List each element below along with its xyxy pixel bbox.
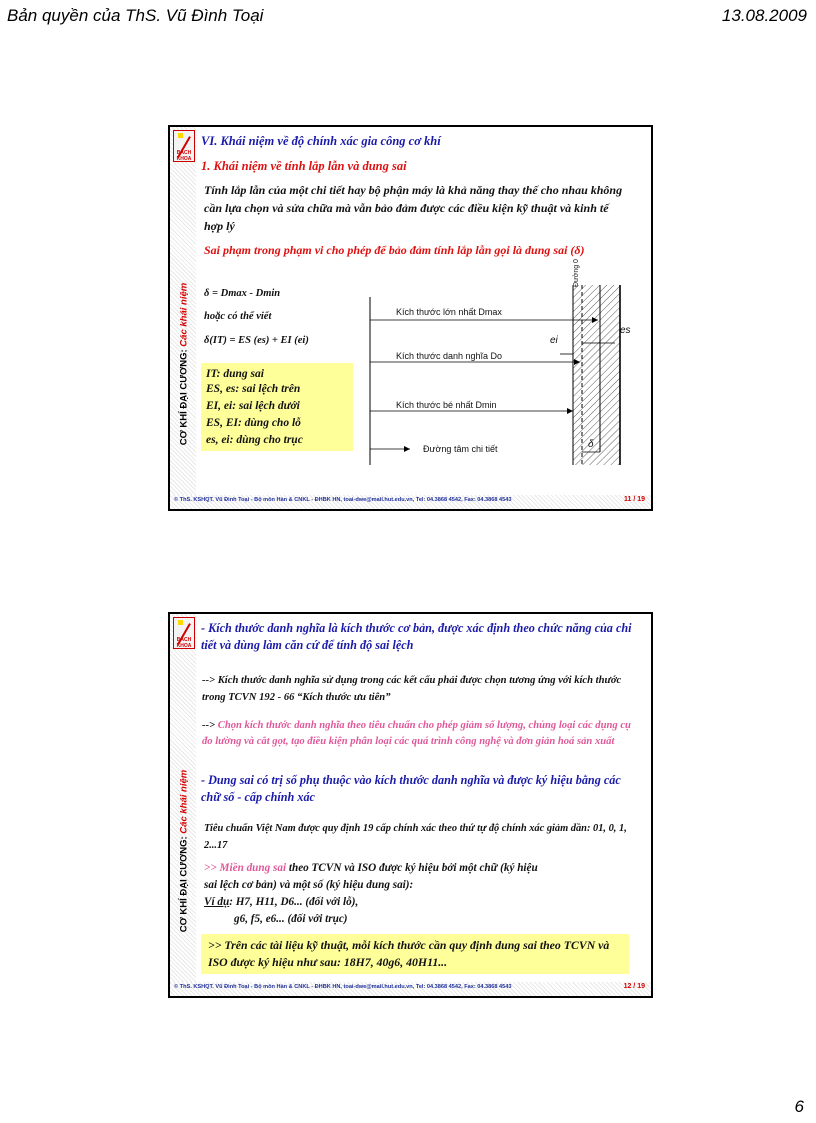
slide-footer [170, 982, 651, 996]
centerline-label: Đường tâm chi tiết [423, 444, 498, 454]
preferred-size-paragraph: --> Kích thước danh nghĩa sử dụng trong các kết cấu phải được chọn tương ứng với kích thước trong TCVN 192 - 66 “Kích thước ưu tiên” [202, 675, 622, 703]
footer-text: © ThS. KSHQT. Vũ Đình Toại - Bộ môn Hàn & CNKL - ĐHBK HN, toai-dwe@mail.hut.edu.vn, Tel: 04.3868 4542, Fax: 04.3868 4543 [174, 497, 512, 503]
slide-page-number: 11 / 19 [623, 496, 645, 503]
formula-or: hoặc có thể viết [204, 311, 272, 322]
tolerance-zone-paragraph: >> Miền dung sai theo TCVN và ISO được ký hiệu bởi một chữ (ký hiệu sai lệch cơ bản) và một số (ký hiệu dung sai): Ví dụ: H7, H11, D6... (đối với lỗ), g6, f5, e6... (đối với trục) [204, 862, 538, 925]
header-date: 13.08.2009 [721, 6, 807, 25]
legend-item: ES, EI: dùng cho lỗ [206, 417, 301, 429]
logo-text: BÁCH KHOA [176, 150, 192, 162]
standard-selection-paragraph: --> Chọn kích thước danh nghĩa theo tiêu chuẩn cho phép giảm số lượng, chủng loại các dụng cụ đo lường và cắt gọt, tạo điều kiện phân loại các quá trình công nghệ và đơn giản hoá sản xuất [202, 720, 631, 747]
sidebar-vertical-title: CƠ KHÍ ĐẠI CƯƠNG: Các khái niệm [178, 769, 190, 933]
interchangeability-paragraph: Tính lắp lẫn của một chi tiết hay bộ phận máy là khả năng thay thế cho nhau không cần lựa chọn và sửa chữa mà vẫn bảo đảm được các điều kiện kỹ thuật và kinh tế hợp lý [204, 183, 623, 233]
technical-docs-box [201, 934, 629, 974]
slide-footer [170, 495, 651, 509]
nominal-size-paragraph: - Kích thước danh nghĩa là kích thước cơ bản, được xác định theo chức năng của chi tiết và dùng làm căn cứ để tính độ sai lệch [201, 621, 632, 652]
logo-text: BÁCH KHOA [176, 637, 192, 649]
slide-sidebar [170, 127, 196, 495]
hatched-wall [573, 285, 620, 465]
es-label: es [620, 325, 631, 336]
slide-subheading: 1. Khái niệm về tính lắp lẫn và dung sai [201, 159, 407, 173]
slide-sidebar [170, 614, 196, 982]
ei-label: ei [550, 335, 558, 346]
dmin-label: Kích thước bé nhất Dmin [396, 400, 497, 410]
footer-text: © ThS. KSHQT. Vũ Đình Toại - Bộ môn Hàn & CNKL - ĐHBK HN, toai-dwe@mail.hut.edu.vn, Tel: 04.3868 4542, Fax: 04.3868 4543 [174, 984, 512, 990]
technical-docs-text: >> Trên các tài liệu kỹ thuật, mỗi kích thước cần quy định dung sai theo TCVN và ISO được ký hiệu như sau: 18H7, 40g6, 40H11... [208, 938, 610, 969]
zero-line-label: Đường 0 [573, 259, 580, 287]
legend-item: ES, es: sai lệch trên [206, 383, 301, 395]
header-copyright: Bản quyền của ThS. Vũ Đình Toại [7, 6, 264, 25]
page-number: 6 [794, 1097, 804, 1116]
legend-box [201, 363, 353, 451]
dnominal-label: Kích thước danh nghĩa Do [396, 351, 502, 361]
tolerance-grade-paragraph: - Dung sai có trị số phụ thuộc vào kích thước danh nghĩa và được ký hiệu bằng các chữ số - cấp chính xác [201, 773, 621, 804]
delta-label: δ [588, 439, 594, 450]
tolerance-definition: Sai phạm trong phạm vi cho phép để bảo đảm tính lắp lẫn gọi là dung sai (δ) [204, 243, 585, 257]
vn-standard-paragraph: Tiêu chuẩn Việt Nam được quy định 19 cấp chính xác theo thứ tự độ chính xác giảm dần: 01, 0, 1, 2...17 [204, 823, 627, 851]
sidebar-vertical-title: CƠ KHÍ ĐẠI CƯƠNG: Các khái niệm [178, 282, 190, 446]
legend-item: es, ei: dùng cho trục [206, 434, 303, 446]
university-logo [173, 130, 195, 162]
slide-12 [168, 612, 653, 998]
slide-11 [168, 125, 653, 511]
legend-item: EI, ei: sai lệch dưới [206, 400, 300, 412]
tolerance-diagram [360, 277, 645, 467]
slide-heading: VI. Khái niệm về độ chính xác gia công cơ khí [201, 134, 441, 148]
university-logo [173, 617, 195, 649]
dmax-label: Kích thước lớn nhất Dmax [396, 307, 502, 317]
formula-2: δ(IT) = ES (es) + EI (ei) [204, 335, 309, 346]
slide-page-number: 12 / 19 [623, 983, 645, 990]
legend-item: IT: dung sai [206, 368, 264, 380]
formula-1: δ = Dmax - Dmin [204, 288, 281, 299]
